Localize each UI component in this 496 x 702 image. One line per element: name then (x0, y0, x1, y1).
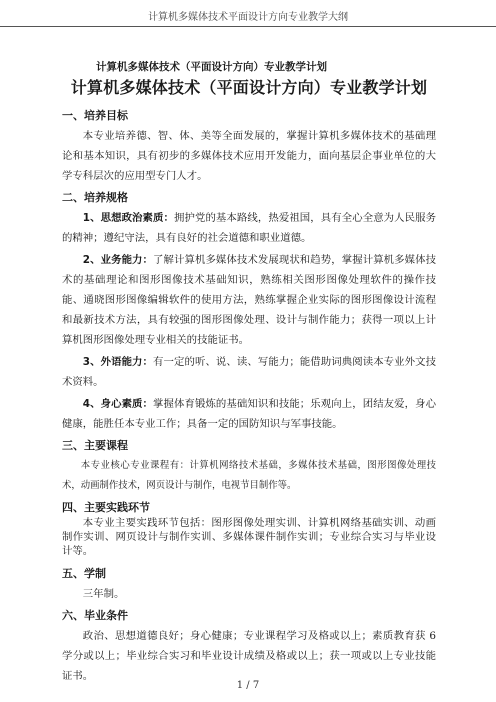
section-heading-objectives: 一、培养目标 (62, 109, 128, 122)
section-body-practice: 本专业主要实践环节包括：图形图像处理实训、计算机网络基础实训、动画制作实训、网页设计与制作实训、多媒体课件制作实训；专业综合实习与毕业设计等。 (62, 517, 436, 557)
section-body-duration: 三年制。 (82, 588, 125, 600)
spec-item-political (62, 208, 436, 248)
section-body-objectives: 本专业培养德、智、体、美等全面发展的，掌握计算机多媒体技术的基础理论和基本知识，具有初步的多媒体技术应用开发能力，面向基层企事业单位的大学专科层次的应用型专门人才。 (62, 130, 436, 182)
spec-item-label: 1、思想政治素质： (82, 212, 174, 224)
document-subtitle: 计算机多媒体技术（平面设计方向）专业教学计划 (96, 61, 327, 73)
section-heading-graduation: 六、毕业条件 (62, 609, 128, 622)
spec-item-text: 掌握体育锻炼的基础知识和技能；乐观向上，团结友爱，身心健康，能胜任本专业工作；具备一定的国防知识与军事技能。 (62, 398, 437, 430)
spec-item-label: 4、身心素质： (82, 398, 154, 410)
spec-item-text: 了解计算机多媒体技术发展现状和趋势，掌握计算机多媒体技术的基础理论和图形图像技术基础知识，熟练相关图形图像处理软件的操作技能、通晓图形图像编辑软件的使用方法，熟练掌握企业实际的图形图像设计流程和最新技术方法，具有较强的图形图像处理、设计与制作能力；获得一项以上计算机图形图像处理专业相关的技能证书。 (62, 254, 437, 346)
spec-item-label: 3、外语能力： (82, 356, 154, 368)
header-divider (0, 26, 496, 27)
page-indicator: 1 / 7 (236, 680, 260, 691)
spec-item-text: 拥护党的基本路线，热爱祖国，具有全心全意为人民服务的精神；遵纪守法，具有良好的社会道德和职业道德。 (62, 212, 437, 244)
section-heading-specifications: 二、培养规格 (62, 191, 128, 204)
section-body-graduation: 政治、思想道德良好；身心健康；专业课程学习及格或以上；素质教育获 6 学分或以上；毕业综合实习和毕业设计成绩及格或以上；获一项或以上专业技能证书。 (62, 630, 436, 682)
section-heading-duration: 五、学制 (62, 567, 106, 580)
running-header: 计算机多媒体技术平面设计方向专业教学大纲 (148, 12, 348, 23)
section-body-courses: 本专业核心专业课程有：计算机网络技术基础，多媒体技术基础，图形图像处理技术，动画制作技术，网页设计与制作，电视节目制作等。 (62, 460, 436, 491)
spec-item-label: 2、业务能力： (82, 254, 154, 266)
document-title: 计算机多媒体技术（平面设计方向）专业教学计划 (70, 78, 428, 97)
spec-item-physical (62, 394, 436, 434)
section-heading-practice: 四、主要实践环节 (62, 501, 150, 514)
document-body (62, 60, 436, 686)
spec-item-text: 有一定的听、说、读、写能力；能借助词典阅读本专业外文技术资料。 (62, 356, 437, 388)
section-heading-courses: 三、主要课程 (62, 439, 128, 452)
spec-item-language (62, 352, 436, 392)
spec-item-business (62, 250, 436, 350)
